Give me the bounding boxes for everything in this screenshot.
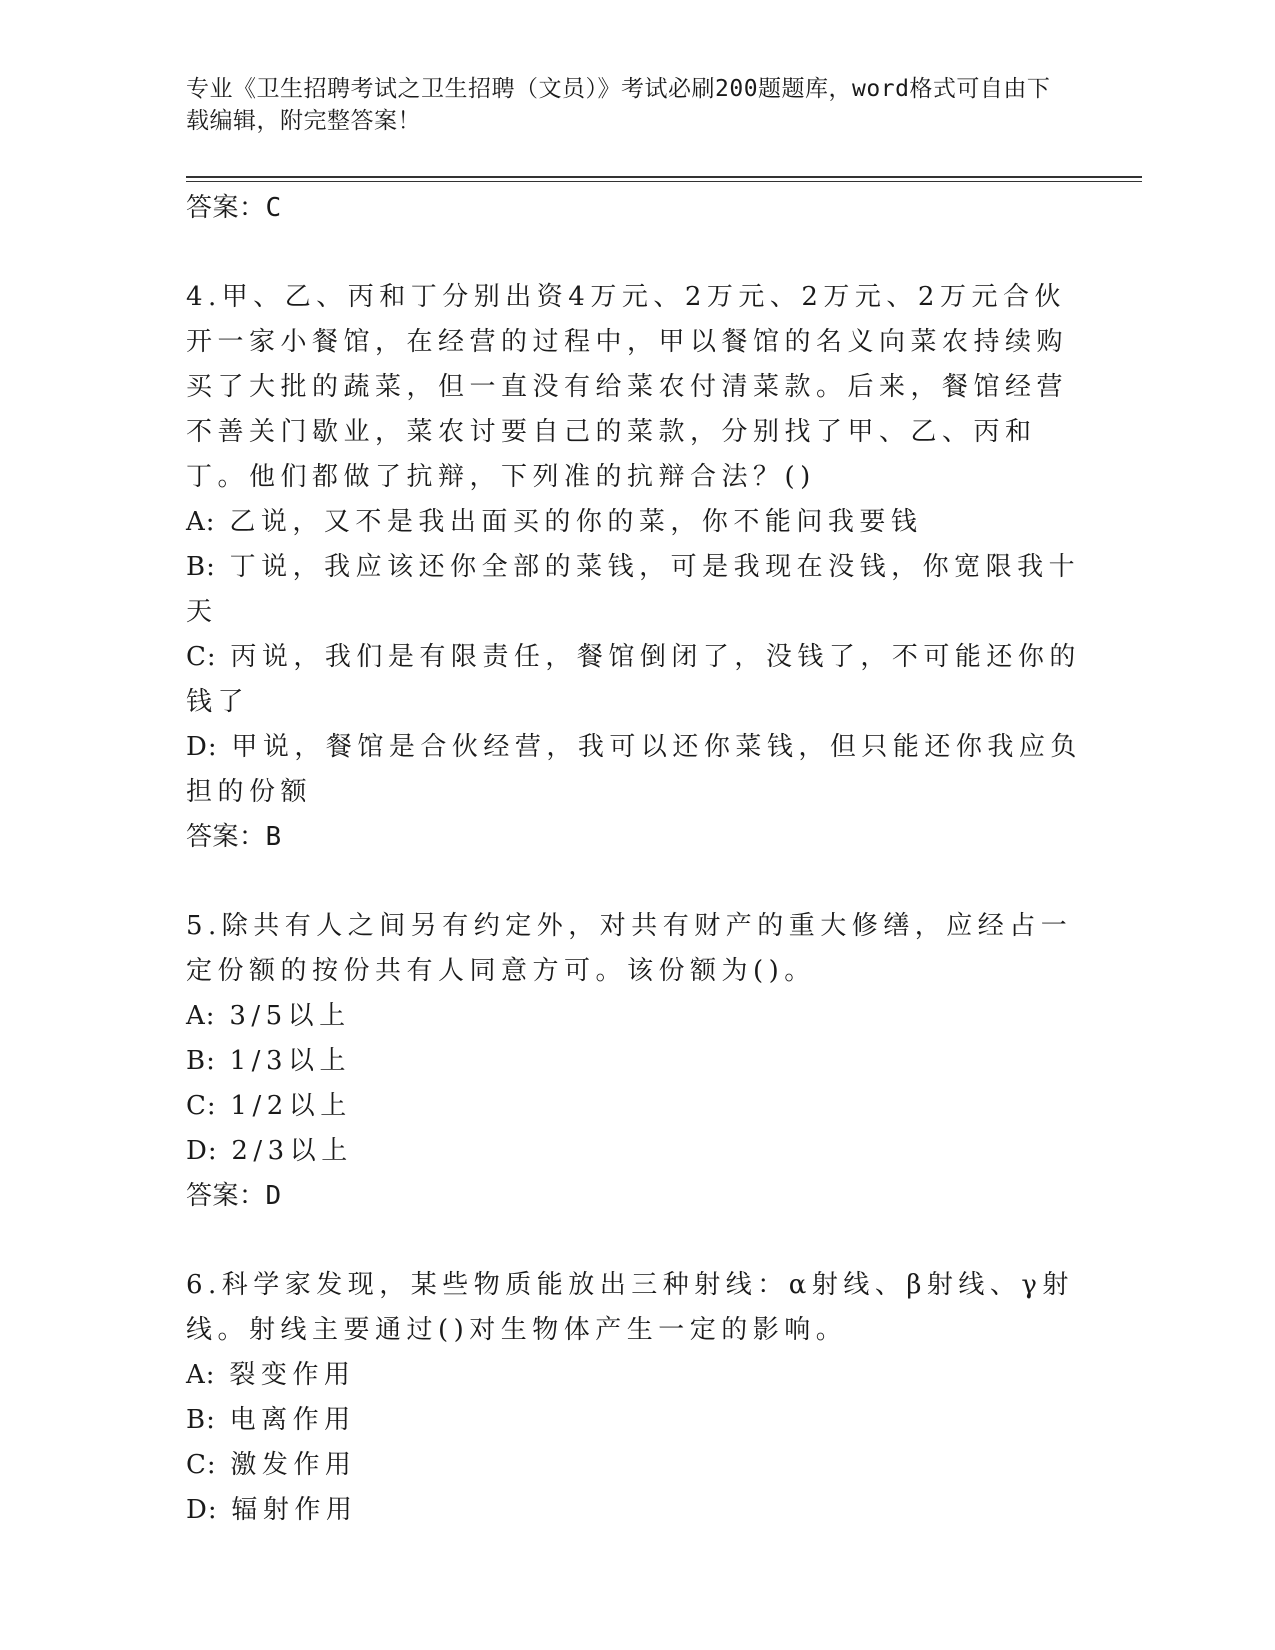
option-letter: D:: [186, 1495, 218, 1525]
option-d: [186, 1488, 1086, 1533]
option-text: 乙说，又不是我出面买的你的菜，你不能问我要钱: [229, 507, 923, 537]
option-text: 1/3以上: [229, 1046, 351, 1076]
question-5: [186, 904, 1086, 1219]
option-letter: B:: [186, 1405, 216, 1435]
option-c: [186, 635, 1086, 725]
option-letter: D:: [186, 1136, 218, 1166]
option-letter: A:: [186, 507, 216, 537]
question-6: [186, 1263, 1086, 1533]
question-content: [186, 186, 1086, 1533]
question-stem: 6.科学家发现，某些物质能放出三种射线：α射线、β射线、γ射线。射线主要通过()对生物体产生一定的影响。: [186, 1270, 1074, 1345]
option-c: [186, 1443, 1086, 1488]
option-letter: C:: [186, 1091, 217, 1121]
question-stem: 5.除共有人之间另有约定外，对共有财产的重大修缮，应经占一定份额的按份共有人同意方可。该份额为()。: [186, 911, 1073, 986]
header-rule-thin: [186, 181, 1142, 182]
option-text: 电离作用: [229, 1405, 356, 1435]
option-text: 辐射作用: [231, 1495, 358, 1525]
option-letter: A:: [186, 1360, 216, 1390]
option-letter: A:: [186, 1001, 216, 1031]
question-stem: 4.甲、乙、丙和丁分别出资4万元、2万元、2万元、2万元合伙开一家小餐馆，在经营的过程中，甲以餐馆的名义向菜农持续购买了大批的蔬菜，但一直没有给菜农付清菜款。后来，餐馆经营不善关门歇业，菜农讨要自己的菜款，分别找了甲、乙、丙和丁。他们都做了抗辩，下列准的抗辩合法？(): [186, 282, 1069, 492]
option-a: [186, 994, 1086, 1039]
option-b: [186, 1039, 1086, 1084]
option-b: [186, 1398, 1086, 1443]
option-text: 丁说，我应该还你全部的菜钱，可是我现在没钱，你宽限我十天: [186, 552, 1081, 627]
option-text: 激发作用: [230, 1450, 357, 1480]
answer-line-prev: 答案：C: [186, 193, 282, 223]
document-header: 专业《卫生招聘考试之卫生招聘（文员）》考试必刷200题题库，word格式可自由下载编辑，附完整答案！: [186, 76, 1051, 134]
option-a: [186, 500, 1086, 545]
option-d: [186, 1129, 1086, 1174]
answer-line: 答案：D: [186, 1181, 282, 1211]
option-text: 甲说，餐馆是合伙经营，我可以还你菜钱，但只能还你我应负担的份额: [186, 732, 1082, 807]
option-c: [186, 1084, 1086, 1129]
option-text: 1/2以上: [230, 1091, 352, 1121]
question-4: [186, 275, 1086, 860]
option-d: [186, 725, 1086, 815]
header-rule-thick: [186, 176, 1142, 178]
option-text: 2/3以上: [231, 1136, 353, 1166]
option-b: [186, 545, 1086, 635]
option-letter: D:: [186, 732, 218, 762]
option-a: [186, 1353, 1086, 1398]
option-letter: B:: [186, 1046, 216, 1076]
answer-line: 答案：B: [186, 822, 282, 852]
option-letter: B:: [186, 552, 216, 582]
option-text: 3/5以上: [229, 1001, 351, 1031]
option-letter: C:: [186, 642, 217, 672]
option-letter: C:: [186, 1450, 217, 1480]
option-text: 裂变作用: [229, 1360, 356, 1390]
option-text: 丙说，我们是有限责任，餐馆倒闭了，没钱了，不可能还你的钱了: [186, 642, 1081, 717]
